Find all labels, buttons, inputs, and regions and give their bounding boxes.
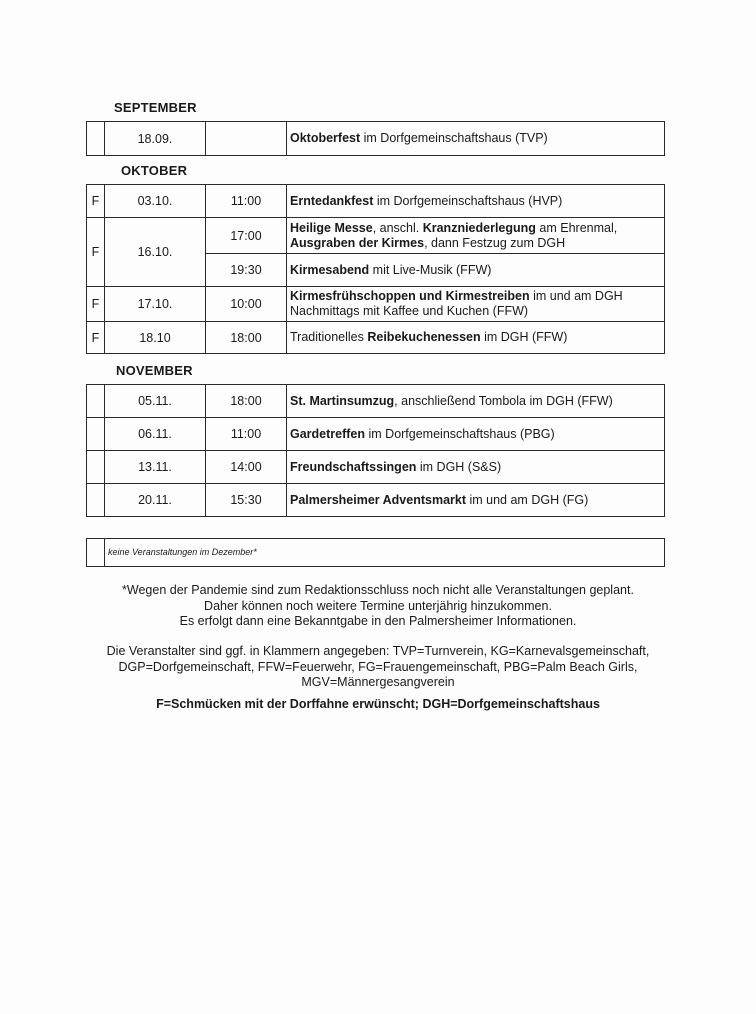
flag-cell [87, 484, 105, 517]
event-description-line [290, 289, 664, 304]
time-cell: 15:30 [206, 484, 287, 517]
event-description [287, 418, 665, 451]
september-table [86, 121, 665, 156]
time-cell: 18:00 [206, 385, 287, 418]
table-row [87, 185, 665, 218]
table-row [87, 418, 665, 451]
pandemic-footnote [60, 583, 696, 630]
text: Nachmittags mit Kaffee und Kuchen (FFW) [290, 304, 529, 318]
table-row [87, 122, 665, 156]
text: im Dorfgemeinschaftshaus (TVP) [360, 131, 548, 145]
december-note-box [86, 538, 665, 567]
december-note: keine Veranstaltungen im Dezember* [108, 547, 257, 557]
text: Traditionelles [290, 330, 368, 344]
bold-text: Reibekuchenessen [367, 330, 481, 344]
month-heading-november: NOVEMBER [116, 363, 193, 378]
footnote-line: *Wegen der Pandemie sind zum Redaktionsschluss noch nicht alle Veranstaltungen geplant. [122, 583, 634, 597]
event-description [287, 185, 665, 218]
organizers-line: Die Veranstalter sind ggf. in Klammern angegeben: TVP=Turnverein, KG=Karnevalsgemeinschaft, [106, 644, 650, 658]
flag-cell: F [87, 185, 105, 218]
time-cell: 14:00 [206, 451, 287, 484]
event-description [287, 484, 665, 517]
time-cell: 10:00 [206, 287, 287, 322]
event-description-line [290, 236, 664, 251]
date-cell: 05.11. [105, 385, 206, 418]
event-description [287, 122, 665, 156]
event-description [287, 451, 665, 484]
event-description-line [290, 304, 664, 319]
month-heading-september: SEPTEMBER [114, 100, 197, 115]
footnote-line: Es erfolgt dann eine Bekanntgabe in den Palmersheimer Informationen. [179, 614, 577, 628]
bold-text: Kirmesabend [290, 262, 370, 277]
time-cell: 17:00 [206, 218, 287, 254]
date-cell: 20.11. [105, 484, 206, 517]
organizers-line: DGP=Dorfgemeinschaft, FFW=Feuerwehr, FG=Frauengemeinschaft, PBG=Palm Beach Girls, [118, 659, 638, 674]
footnote-line: Daher können noch weitere Termine unterjährig hinzukommen. [204, 598, 552, 613]
text: im Dorfgemeinschaftshaus (PBG) [365, 426, 555, 441]
flag-cell: F [87, 287, 105, 322]
table-row [87, 451, 665, 484]
table-row [87, 484, 665, 517]
text: im DGH (FFW) [480, 330, 568, 344]
date-cell: 16.10. [105, 218, 206, 287]
text: im und am DGH (FG) [466, 492, 589, 507]
event-description [287, 322, 665, 354]
text: im und am DGH [529, 289, 623, 303]
bold-text: Ausgraben der Kirmes [290, 235, 425, 250]
organizers-line: MGV=Männergesangverein [301, 675, 455, 689]
text: , anschließend Tombola im DGH (FFW) [394, 393, 613, 408]
date-cell: 03.10. [105, 185, 206, 218]
bold-text: Heilige Messe [290, 220, 373, 235]
text: mit Live-Musik (FFW) [369, 262, 492, 277]
time-cell: 11:00 [206, 418, 287, 451]
flag-cell: F [87, 322, 105, 354]
bold-text: Gardetreffen [290, 426, 366, 441]
event-description-line [290, 221, 664, 236]
table-row [87, 287, 665, 322]
event-description [287, 254, 665, 287]
text: , anschl. [372, 220, 423, 235]
organizers-legend [60, 644, 696, 691]
date-cell: 18.09. [105, 122, 206, 156]
flag-cell [87, 418, 105, 451]
date-cell: 18.10 [105, 322, 206, 354]
time-cell: 11:00 [206, 185, 287, 218]
flag-cell [87, 385, 105, 418]
date-cell: 17.10. [105, 287, 206, 322]
month-heading-oktober: OKTOBER [121, 163, 188, 178]
flag-cell [87, 122, 105, 156]
event-description [287, 385, 665, 418]
table-row [87, 385, 665, 418]
flag-cell [87, 451, 105, 484]
november-table [86, 384, 665, 517]
text: im Dorfgemeinschaftshaus (HVP) [373, 193, 563, 208]
text: am Ehrenmal, [535, 220, 618, 235]
date-cell: 06.11. [105, 418, 206, 451]
table-row [87, 322, 665, 354]
event-description [287, 218, 665, 254]
oktober-table [86, 184, 665, 354]
flag-cell: F [87, 218, 105, 287]
bold-text: St. Martinsumzug [290, 393, 395, 408]
bold-text: Palmersheimer Adventsmarkt [290, 492, 467, 507]
table-row [87, 218, 665, 254]
text: , dann Festzug zum DGH [424, 235, 566, 250]
flag-legend: F=Schmücken mit der Dorffahne erwünscht; DGH=Dorfgemeinschaftshaus [156, 697, 600, 711]
time-cell [206, 122, 287, 156]
bold-text: Freundschaftssingen [290, 459, 417, 474]
time-cell: 19:30 [206, 254, 287, 287]
bold-text: Oktoberfest [290, 131, 361, 145]
time-cell: 18:00 [206, 322, 287, 354]
bold-text: Kranzniederlegung [422, 220, 536, 235]
bold-text: Kirmesfrühschoppen und Kirmestreiben [290, 289, 530, 303]
flag-cell [87, 539, 105, 566]
text: im DGH (S&S) [416, 459, 502, 474]
bold-text: Erntedankfest [290, 193, 374, 208]
event-description [287, 287, 665, 322]
date-cell: 13.11. [105, 451, 206, 484]
